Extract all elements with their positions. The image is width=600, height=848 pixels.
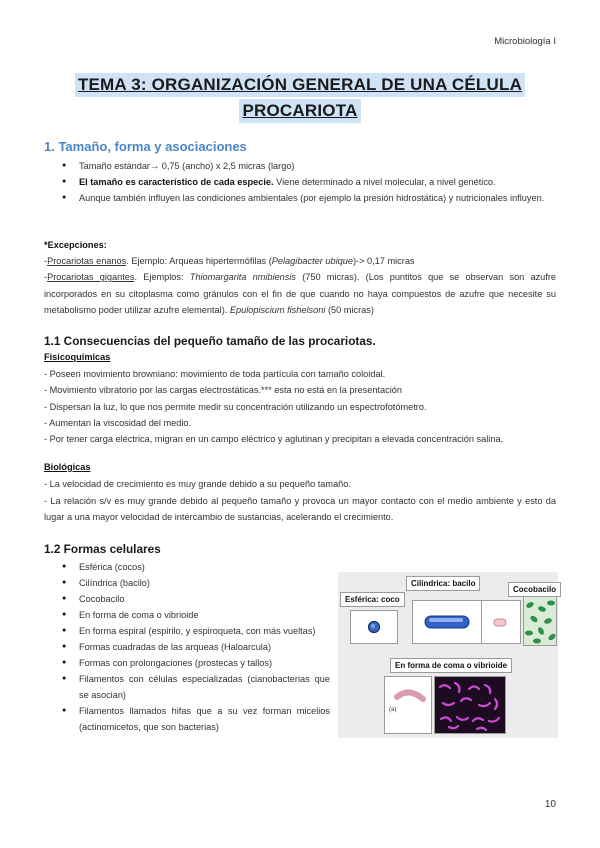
vibrio-micrograph-icon xyxy=(435,677,505,733)
cell-shapes-figure xyxy=(338,572,558,738)
list-item: ● Aunque también influyen las condiciones ambientales (por ejemplo la presión hidrostática) y nutricionales influyen. xyxy=(62,190,556,206)
section-1-heading: 1. Tamaño, forma y asociaciones xyxy=(44,139,247,154)
list-item: ● Filamentos llamados hifas que a su vez forman micelios (actinomicetos, que son bacterias) xyxy=(62,703,330,735)
list-item: - Poseen movimiento browniano: movimiento de toda partícula con tamaño coloidal. xyxy=(44,369,386,379)
exceptions-title: *Excepciones: xyxy=(44,240,107,250)
coco-image xyxy=(350,610,398,644)
bacillus-cell-icon xyxy=(413,601,481,643)
vibrio-cell-icon xyxy=(385,677,431,733)
document-header: Microbiología I xyxy=(494,36,556,47)
label-cocobacilo: Cocobacilo xyxy=(508,582,561,597)
list-item: ● En forma espiral (espirilo, y espiroqueta, con más vueltas) xyxy=(62,623,330,639)
list-item: ● Esférica (cocos) xyxy=(62,559,330,575)
list-item: - Movimiento vibratorio por las cargas electrostáticas.*** esta no está en la presentación xyxy=(44,385,402,396)
exception-giant: -Procariotas gigantes. Ejemplos: Thiomargarita nmibiensis (750 micras). (Los puntitos que se observan son azufre incorporados en su citoplasma como gránulos con el fin de que cuando no haya compuestos de azufre que necesite su metabolismo poder utilizar azufre elemental). Epulopiscium fishelsoni (50 micras) xyxy=(44,272,557,315)
cocobacilo-micrograph xyxy=(523,596,557,646)
coccobacillus-micrograph-icon xyxy=(524,597,556,645)
label-coco: Esférica: coco xyxy=(340,592,405,607)
page-title xyxy=(0,73,600,123)
title-line-1: TEMA 3: ORGANIZACIÓN GENERAL DE UNA CÉLULA xyxy=(75,73,525,97)
fisicoquimicas-subheading: Fisicoquímicas xyxy=(44,352,111,362)
section-1-bullet-list xyxy=(62,158,556,206)
list-item: ● Cilíndrica (bacilo) xyxy=(62,575,330,591)
list-item: ● Formas con prolongaciones (prostecas y tallos) xyxy=(62,655,330,671)
list-item: ● Formas cuadradas de las arqueas (Haloarcula) xyxy=(62,639,330,655)
list-item: - Por tener carga eléctrica, migran en un campo eléctrico y aglutinan y precipitan a elevada concentración salina. xyxy=(44,434,504,445)
biologicas-subheading: Biológicas xyxy=(44,462,91,472)
list-item: - Dispersan la luz, lo que nos permite medir su concentración utilizando un espectrofotómetro. xyxy=(44,401,427,412)
section-1-2-heading: 1.2 Formas celulares xyxy=(44,542,161,556)
list-item: ● Cocobacilo xyxy=(62,591,330,607)
cocobacilo-image xyxy=(481,600,521,644)
list-item: ● El tamaño es característico de cada especie. Viene determinado a nivel molecular, a nivel genético. xyxy=(62,174,556,190)
coccobacillus-cell-icon xyxy=(482,601,520,643)
label-bacilo: Cilíndrica: bacilo xyxy=(406,576,480,591)
biologicas-list xyxy=(44,476,556,526)
list-item: - La relación s/v es muy grande debido al pequeño tamaño y provoca un mayor contacto con el medio ambiente y esto da lugar a una mayor velocidad de intercambio de sustancias, acelerando el crecimiento. xyxy=(44,495,556,522)
list-item: - Aumentan la viscosidad del medio. xyxy=(44,417,192,428)
list-item: - La velocidad de crecimiento es muy grande debido a su pequeño tamaño. xyxy=(44,479,351,489)
page-number: 10 xyxy=(544,799,556,810)
fisicoquimicas-list xyxy=(44,366,556,447)
section-1-1-heading: 1.1 Consecuencias del pequeño tamaño de las procariotas. xyxy=(44,334,376,348)
exception-dwarf: -Procariotas enanos. Ejemplo: Arqueas hipertermófilas (Pelagibacter ubique)-> 0,17 micras xyxy=(44,256,415,266)
list-item: ● Filamentos con células especializadas (cianobacterias que se asocian) xyxy=(62,671,330,703)
vibrio-micrograph xyxy=(434,676,506,734)
label-vibrio: En forma de coma o vibrioide xyxy=(390,658,512,673)
coccus-cell-icon xyxy=(351,611,397,643)
vibrio-image xyxy=(384,676,432,734)
cell-shapes-list xyxy=(62,559,330,735)
list-item: ● En forma de coma o vibrioide xyxy=(62,607,330,623)
title-line-2: PROCARIOTA xyxy=(239,99,360,123)
list-item: ● Tamaño estándar→ 0,75 (ancho) x 2,5 micras (largo) xyxy=(62,158,556,174)
micrograph-label: (a) xyxy=(389,707,397,713)
bacilo-image xyxy=(412,600,482,644)
